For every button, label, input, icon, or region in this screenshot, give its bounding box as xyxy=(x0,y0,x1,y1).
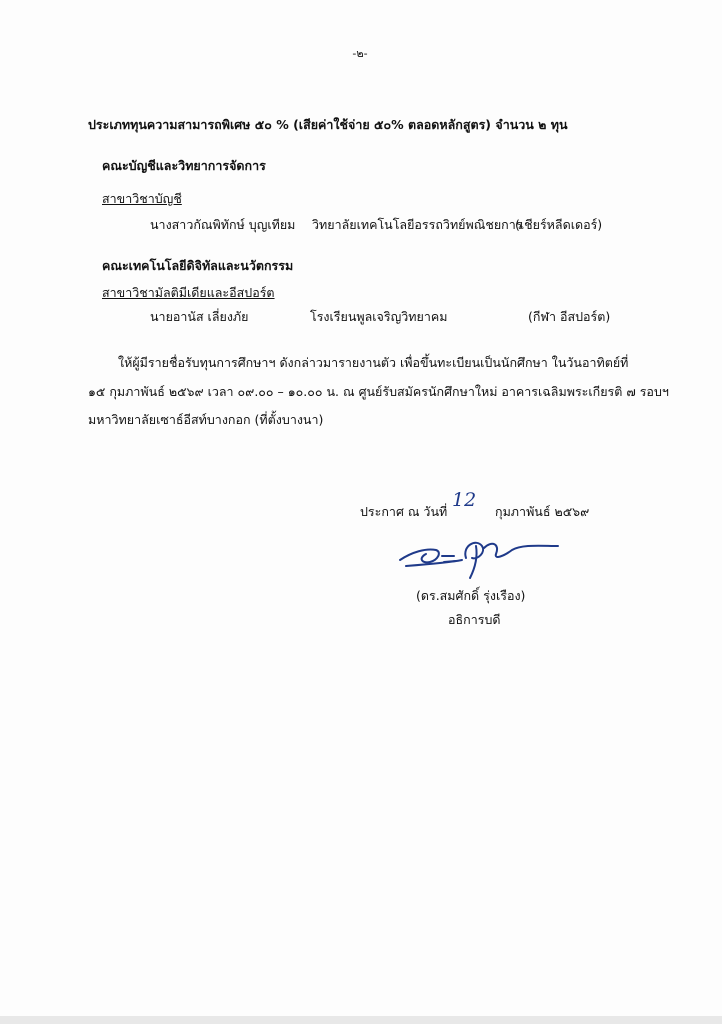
page-number: -๒- xyxy=(352,47,368,60)
faculty-heading-accounting: คณะบัญชีและวิทยาการจัดการ xyxy=(102,158,266,173)
signer-name: (ดร.สมศักดิ์ รุ่งเรือง) xyxy=(416,588,526,603)
recipient-school: วิทยาลัยเทคโนโลยีอรรถวิทย์พณิชยการ xyxy=(312,217,523,232)
announcement-day-handwritten: 12 xyxy=(452,489,477,511)
major-heading-accounting: สาขาวิชาบัญชี xyxy=(102,191,182,206)
recipient-school: โรงเรียนพูลเจริญวิทยาคม xyxy=(310,309,448,324)
instruction-line-3: มหาวิทยาลัยเซาธ์อีสท์บางกอก (ที่ตั้งบางนา) xyxy=(88,412,324,427)
page-bottom-edge xyxy=(0,1016,722,1024)
announcement-month-year: กุมภาพันธ์ ๒๕๖๙ xyxy=(495,504,590,519)
recipient-name: นายอานัส เลี่ยงภัย xyxy=(150,309,249,324)
instruction-line-2: ๑๕ กุมภาพันธ์ ๒๕๖๙ เวลา ๐๙.๐๐ – ๑๐.๐๐ น. ณ ศูนย์รับสมัครนักศึกษาใหม่ อาคารเฉลิมพระเกียรติ ๗ รอบฯ xyxy=(88,384,669,399)
recipient-talent: (กีฬา อีสปอร์ต) xyxy=(528,309,611,324)
faculty-heading-digital: คณะเทคโนโลยีดิจิทัลและนวัตกรรม xyxy=(102,258,294,273)
signer-title: อธิการบดี xyxy=(448,612,501,627)
recipient-talent: (เชียร์หลีดเดอร์) xyxy=(515,217,603,232)
signature-image xyxy=(392,526,562,580)
scholarship-type-heading: ประเภททุนความสามารถพิเศษ ๕๐ % (เสียค่าใช้จ่าย ๕๐% ตลอดหลักสูตร) จำนวน ๒ ทุน xyxy=(88,117,568,132)
recipient-name: นางสาวกัณพิทักษ์ บุญเทียม xyxy=(150,217,296,232)
announcement-prefix: ประกาศ ณ วันที่ xyxy=(360,504,448,519)
instruction-line-1: ให้ผู้มีรายชื่อรับทุนการศึกษาฯ ดังกล่าวมารายงานตัว เพื่อขึ้นทะเบียนเป็นนักศึกษา ในวันอาทิตย์ที่ xyxy=(118,355,629,370)
major-heading-multimedia: สาขาวิชามัลติมีเดียและอีสปอร์ต xyxy=(102,285,275,300)
